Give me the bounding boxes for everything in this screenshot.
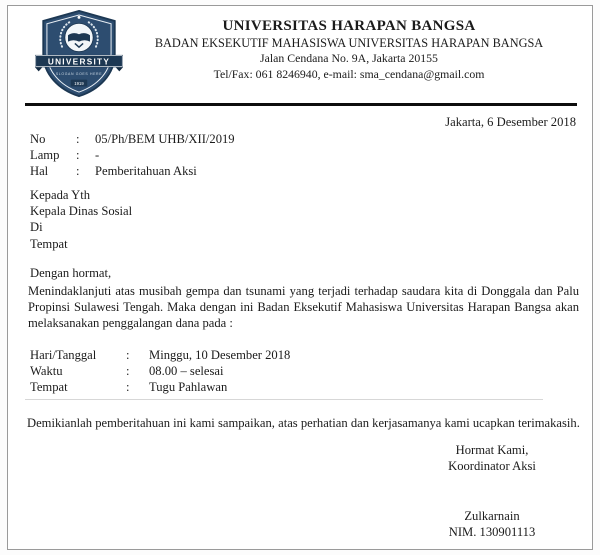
- meta-separator: :: [76, 132, 80, 146]
- recipient-line: Kepada Yth: [30, 188, 91, 202]
- slogan-text: SLOGAN GOES HERE: [55, 72, 103, 77]
- signature-block: [398, 442, 586, 540]
- letterhead-contact: Tel/Fax: 061 8246940, e-mail: sma_cendana@gmail.com: [213, 66, 485, 81]
- signature-nim: NIM. 130901113: [448, 525, 536, 539]
- meta-label: No: [30, 132, 46, 146]
- body-paragraph: Menindaklanjuti atas musibah gempa dan tsunami yang terjadi terhadap saudara kita di Donggala dan Palu Propinsi Sulawesi Tengah. Maka dengan ini Badan Eksekutif Mahasiswa Universitas Harapan Bangsa akan melaksanakan penggalangan dana pada :: [28, 284, 579, 331]
- letterhead-title: UNIVERSITAS HARAPAN BANGSA: [222, 18, 476, 34]
- meta-row-no: [30, 131, 235, 147]
- letterhead-subtitle: BADAN EKSEKUTIF MAHASISWA UNIVERSITAS HARAPAN BANGSA: [154, 35, 544, 50]
- meta-separator: :: [76, 164, 80, 178]
- recipient-block: [30, 187, 132, 252]
- letterhead-address: Jalan Cendana No. 9A, Jakarta 20155: [260, 51, 438, 65]
- letter-meta: [30, 131, 235, 179]
- event-label: Waktu: [30, 364, 63, 378]
- star-dot-icon: [78, 16, 81, 19]
- signature-role: Koordinator Aksi: [448, 459, 536, 473]
- signature-salutation: Hormat Kami,: [455, 443, 529, 457]
- meta-label: Lamp: [30, 148, 60, 162]
- meta-row-hal: [30, 163, 235, 179]
- event-value: Minggu, 10 Desember 2018: [149, 348, 291, 362]
- event-separator: :: [126, 348, 130, 362]
- event-separator: :: [126, 380, 130, 394]
- event-row-time: [30, 363, 290, 379]
- event-value: Tugu Pahlawan: [149, 380, 228, 394]
- event-label: Tempat: [30, 380, 68, 394]
- event-value: 08.00 – selesai: [149, 364, 224, 378]
- closing-sentence: Demikianlah pemberitahuan ini kami sampaikan, atas perhatian dan kerjasamanya kami ucapkan terimakasih.: [27, 416, 580, 430]
- faint-divider: [25, 399, 543, 400]
- meta-value: -: [95, 148, 100, 162]
- meta-label: Hal: [30, 164, 49, 178]
- event-separator: :: [126, 364, 130, 378]
- salutation: Dengan hormat,: [30, 266, 112, 280]
- letterhead: [120, 19, 578, 82]
- signature-name: Zulkarnain: [464, 509, 520, 523]
- recipient-line: Kepala Dinas Sosial: [30, 204, 133, 219]
- recipient-line: Di: [30, 220, 43, 235]
- year-text: 1919: [74, 80, 84, 86]
- event-row-place: [30, 379, 290, 395]
- recipient-line: Tempat: [30, 236, 68, 251]
- header-rule: [25, 103, 577, 106]
- dateline: Jakarta, 6 Desember 2018: [445, 115, 576, 129]
- banner-text: UNIVERSITY: [47, 57, 111, 67]
- open-book-icon: [68, 33, 90, 42]
- event-label: Hari/Tanggal: [30, 348, 97, 362]
- meta-value: Pemberitahuan Aksi: [95, 164, 197, 178]
- event-details: [30, 347, 290, 395]
- event-row-date: [30, 347, 290, 363]
- meta-separator: :: [76, 148, 80, 162]
- meta-value: 05/Ph/BEM UHB/XII/2019: [95, 132, 235, 146]
- university-logo-badge: [33, 10, 125, 98]
- meta-row-lamp: [30, 147, 235, 163]
- signature-space: [398, 474, 586, 508]
